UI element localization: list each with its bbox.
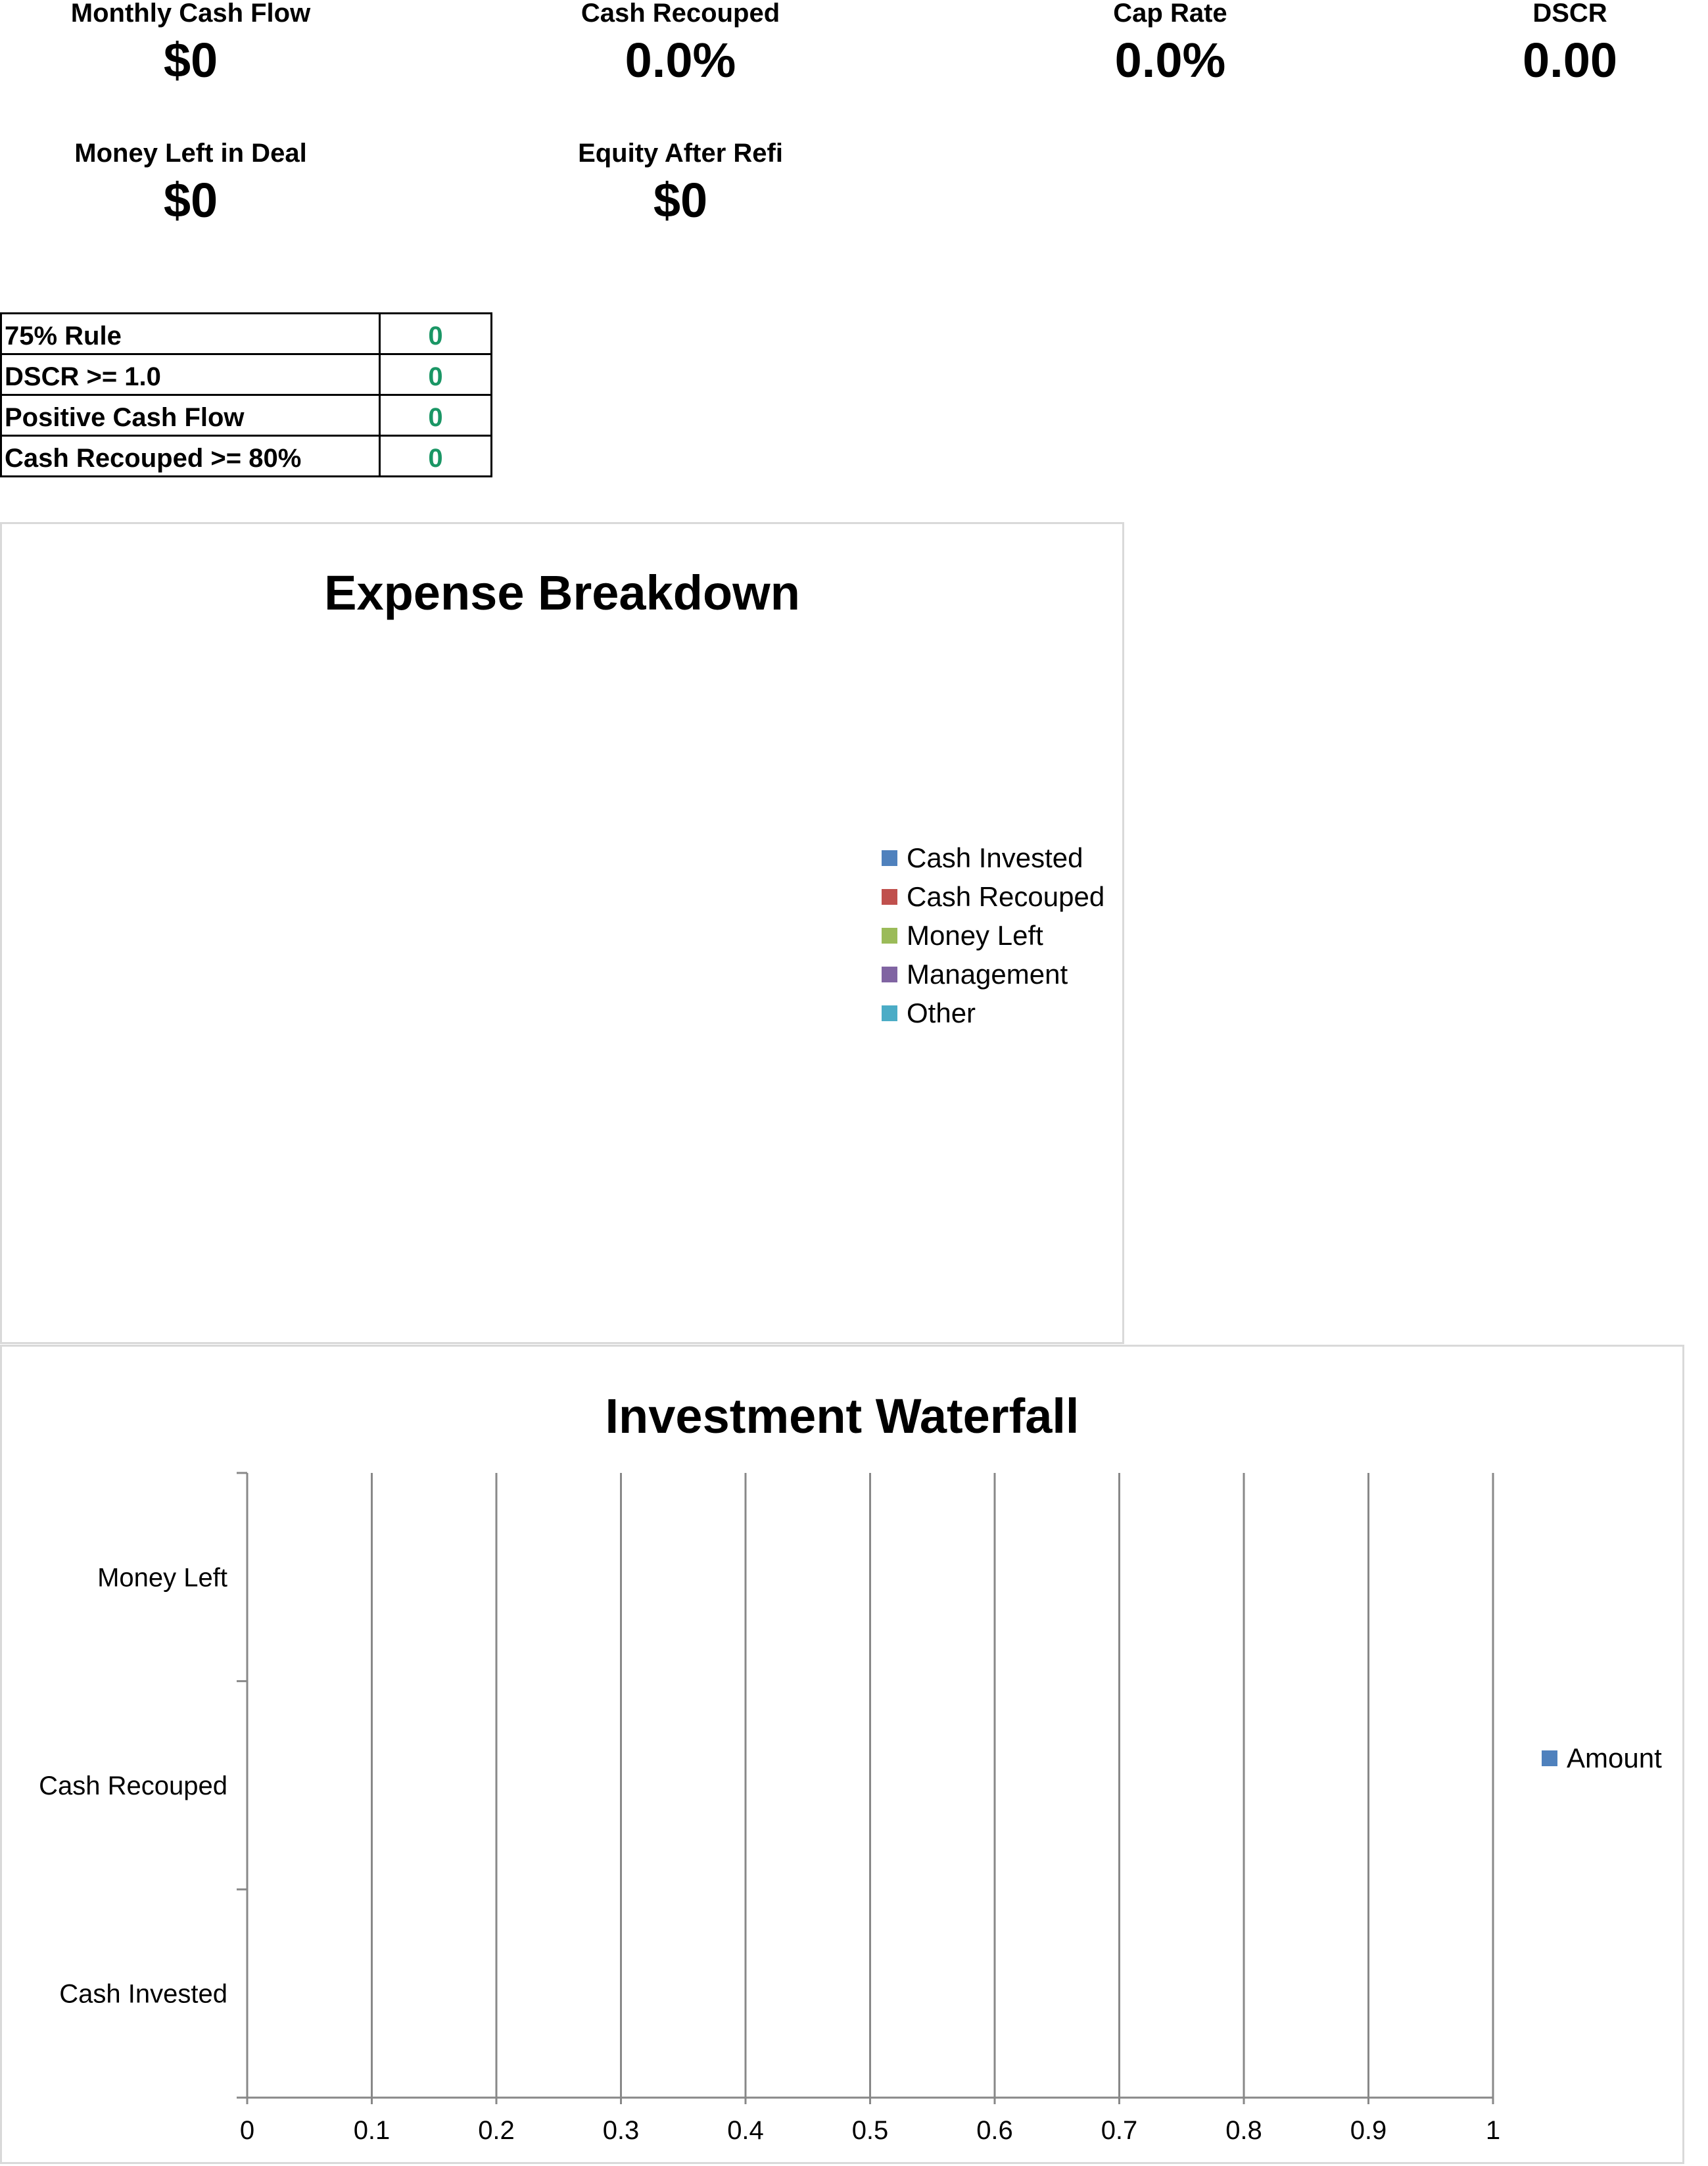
check-value: 0: [380, 354, 492, 395]
x-tick-label: 0.7: [1101, 2116, 1138, 2145]
rule-checks-table: [0, 312, 492, 477]
x-tick-label: 1: [1485, 2116, 1501, 2145]
expense-breakdown-chart: [0, 522, 1124, 1344]
legend-swatch: [882, 967, 897, 982]
check-value: 0: [380, 314, 492, 354]
kpi-label: Equity After Refi: [578, 139, 783, 168]
kpi-value: $0: [163, 173, 218, 228]
y-category-label: Cash Invested: [59, 1979, 227, 2009]
x-tick-label: 0.6: [976, 2116, 1013, 2145]
kpi-value: 0.0%: [1114, 33, 1226, 87]
table-row: [1, 354, 492, 395]
y-category-label: Cash Recouped: [39, 1771, 227, 1800]
legend-swatch: [882, 1005, 897, 1021]
legend-item: [882, 838, 1104, 877]
x-tick-label: 0: [239, 2116, 255, 2145]
legend-item: [882, 877, 1104, 916]
legend-item: [1542, 1739, 1662, 1777]
check-value: 0: [380, 436, 492, 477]
pie-plot-area: [15, 656, 870, 1247]
chart-title: Investment Waterfall: [605, 1389, 1079, 1443]
legend-swatch: [882, 889, 897, 905]
kpi-value: $0: [653, 173, 708, 228]
x-tick-label: 0.8: [1225, 2116, 1262, 2145]
check-label: Cash Recouped >= 80%: [1, 436, 380, 477]
table-row: [1, 436, 492, 477]
kpi-label: Cash Recouped: [581, 0, 780, 28]
kpi-value: $0: [163, 33, 218, 87]
pie-legend: [882, 838, 1104, 1032]
kpi-cash-recouped: [450, 0, 911, 88]
x-tick-label: 0.5: [851, 2116, 889, 2145]
y-category-label: Money Left: [97, 1563, 227, 1593]
legend-item: [882, 994, 1104, 1032]
legend-swatch: [882, 850, 897, 866]
kpi-label: DSCR: [1532, 0, 1607, 28]
legend-label: Amount: [1567, 1743, 1662, 1773]
kpi-dscr: [1432, 0, 1708, 88]
legend-label: Other: [907, 998, 976, 1028]
kpi-money-left-in-deal: [0, 139, 421, 228]
chart-title: Expense Breakdown: [324, 566, 800, 620]
legend-label: Cash Invested: [907, 842, 1083, 873]
kpi-cap-rate: [940, 0, 1400, 88]
investment-waterfall-chart: [0, 1345, 1684, 2164]
kpi-label: Money Left in Deal: [74, 139, 307, 168]
check-value: 0: [380, 395, 492, 436]
check-label: DSCR >= 1.0: [1, 354, 380, 395]
legend-label: Management: [907, 959, 1068, 990]
x-tick-label: 0.1: [353, 2116, 391, 2145]
x-tick-label: 0.9: [1350, 2116, 1387, 2145]
legend-label: Cash Recouped: [907, 881, 1105, 912]
x-tick-label: 0.3: [602, 2116, 640, 2145]
x-tick-label: 0.2: [478, 2116, 515, 2145]
waterfall-plot: [2, 1347, 1682, 2162]
kpi-value: 0.0%: [625, 33, 736, 87]
kpi-label: Cap Rate: [1113, 0, 1227, 28]
kpi-equity-after-refi: [450, 139, 911, 228]
legend-item: [882, 916, 1104, 955]
check-label: 75% Rule: [1, 314, 380, 354]
x-tick-label: 0.4: [727, 2116, 764, 2145]
check-label: Positive Cash Flow: [1, 395, 380, 436]
table-row: [1, 395, 492, 436]
waterfall-legend: [1542, 1739, 1662, 1777]
kpi-monthly-cash-flow: [0, 0, 421, 88]
kpi-label: Monthly Cash Flow: [70, 0, 311, 28]
kpi-value: 0.00: [1522, 33, 1618, 87]
legend-item: [882, 955, 1104, 994]
legend-swatch: [882, 928, 897, 944]
legend-label: Money Left: [907, 920, 1043, 951]
table-row: [1, 314, 492, 354]
legend-swatch: [1542, 1750, 1557, 1766]
